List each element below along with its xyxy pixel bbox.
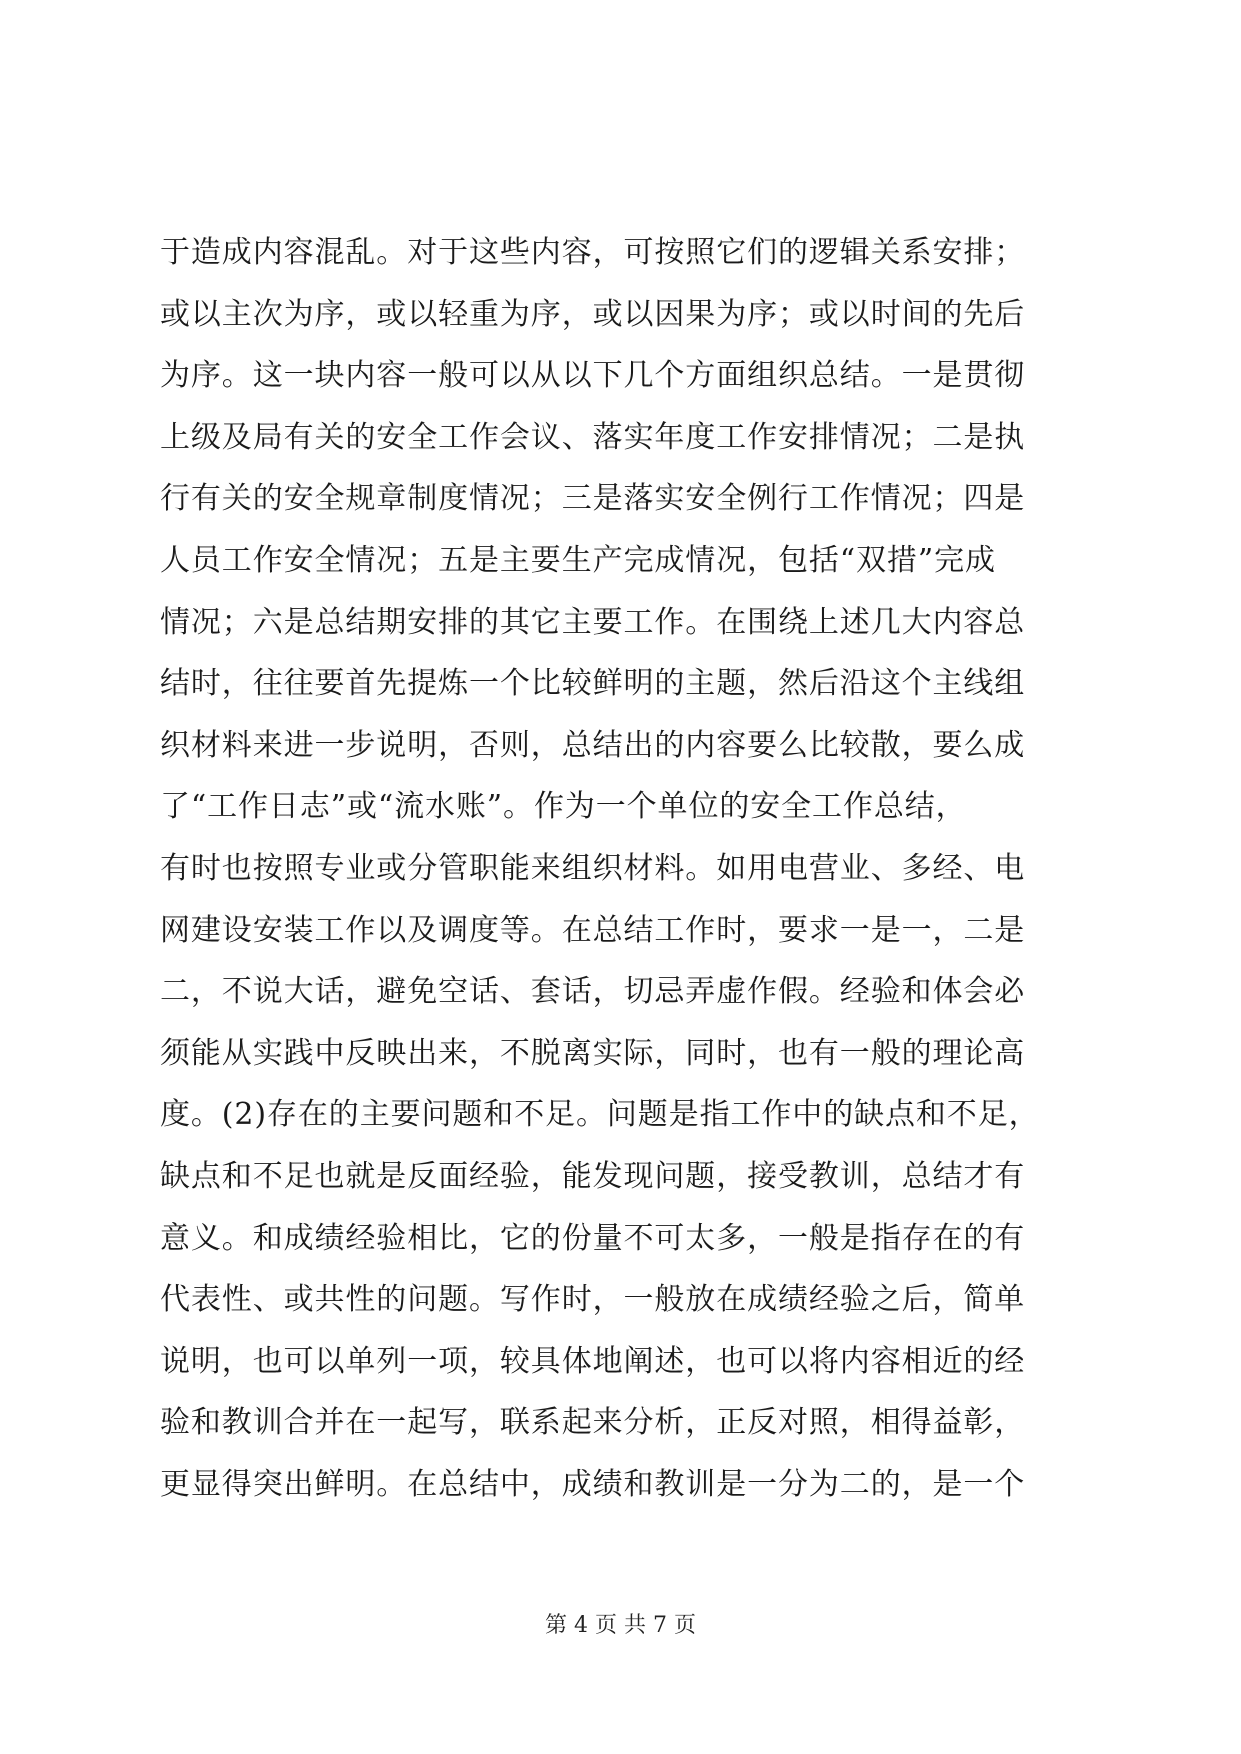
body-text bbox=[160, 222, 1090, 1515]
text-line: 二，不说大话，避免空话、套话，切忌弄虚作假。经验和体会必 bbox=[160, 974, 1026, 1010]
text-line: 意义。和成绩经验相比，它的份量不可太多，一般是指存在的有 bbox=[160, 1220, 1026, 1256]
text-line: 或以主次为序，或以轻重为序，或以因果为序；或以时间的先后 bbox=[160, 296, 1026, 332]
text-line: 验和教训合并在一起写，联系起来分析，正反对照，相得益彰， bbox=[160, 1405, 1026, 1441]
page-number-label: 第 4 页 共 7 页 bbox=[545, 1613, 696, 1638]
text-line: 代表性、或共性的问题。写作时，一般放在成绩经验之后，简单 bbox=[160, 1282, 1026, 1318]
text-line: 织材料来进一步说明，否则，总结出的内容要么比较散，要么成 bbox=[160, 727, 1026, 763]
text-line: 人员工作安全情况；五是主要生产完成情况，包括“双措”完成 bbox=[160, 542, 996, 578]
text-line: 网建设安装工作以及调度等。在总结工作时，要求一是一，二是 bbox=[160, 912, 1026, 948]
page-footer bbox=[0, 1608, 1241, 1639]
text-line: 结时，往往要首先提炼一个比较鲜明的主题，然后沿这个主线组 bbox=[160, 666, 1026, 702]
text-line: 为序。这一块内容一般可以从以下几个方面组织总结。一是贯彻 bbox=[160, 358, 1026, 394]
text-line: 上级及局有关的安全工作会议、落实年度工作安排情况；二是执 bbox=[160, 419, 1026, 455]
text-line: 须能从实践中反映出来，不脱离实际，同时，也有一般的理论高 bbox=[160, 1035, 1026, 1071]
text-line: 缺点和不足也就是反面经验，能发现问题，接受教训，总结才有 bbox=[160, 1158, 1026, 1194]
text-line: 了“工作日志”或“流水账”。作为一个单位的安全工作总结， bbox=[160, 789, 967, 825]
text-line: 度。(2)存在的主要问题和不足。问题是指工作中的缺点和不足， bbox=[160, 1097, 1040, 1133]
text-line: 说明，也可以单列一项，较具体地阐述，也可以将内容相近的经 bbox=[160, 1343, 1026, 1379]
text-line: 有时也按照专业或分管职能来组织材料。如用电营业、多经、电 bbox=[160, 850, 1026, 886]
text-line: 于造成内容混乱。对于这些内容，可按照它们的逻辑关系安排； bbox=[160, 235, 1026, 270]
text-line: 更显得突出鲜明。在总结中，成绩和教训是一分为二的，是一个 bbox=[160, 1466, 1026, 1502]
text-line: 行有关的安全规章制度情况；三是落实安全例行工作情况；四是 bbox=[160, 481, 1026, 517]
text-line: 情况；六是总结期安排的其它主要工作。在围绕上述几大内容总 bbox=[160, 604, 1026, 640]
